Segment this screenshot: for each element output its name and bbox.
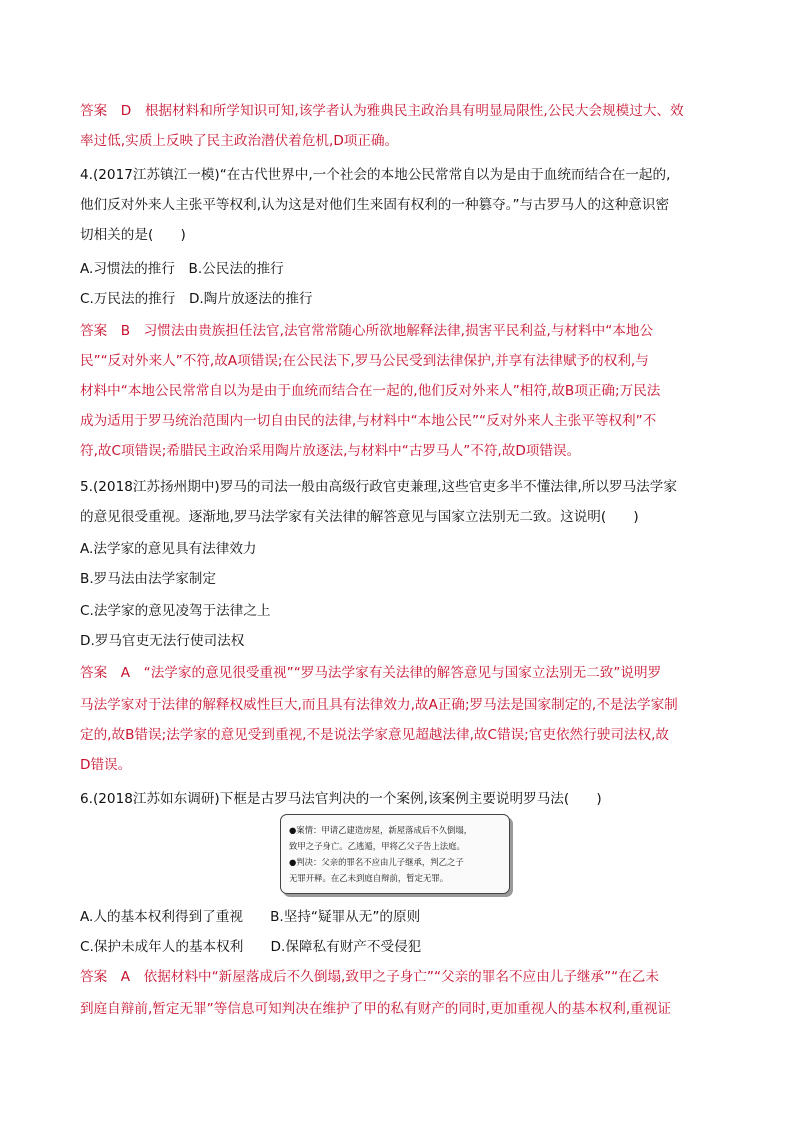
answer-5-line-3: 定的,故B错误;法学家的意见受到重视,不是说法学家意见超越法律,故C错误;官吏依然行驶司法权,故	[80, 727, 670, 743]
question-4-options-cd: C.万民法的推行 D.陶片放逐法的推行	[80, 291, 313, 307]
question-6-options-ab: A.人的基本权利得到了重视 B.坚持“疑罪从无”的原则	[80, 909, 421, 925]
answer-5-line-2: 马法学家对于法律的解释权威性巨大,而且具有法律效力,故A正确;罗马法是国家制定的,不是法学家制	[80, 697, 678, 713]
case-line-3: ●判决：父亲的罪名不应由儿子继承，判乙之子	[289, 857, 464, 867]
question-6-line-1: 6.(2018江苏如东调研)下框是古罗马法官判决的一个案例,该案例主要说明罗马法( )	[80, 791, 602, 807]
answer-6-line-2: 到庭自辩前,暂定无罪”等信息可知判决在维护了甲的私有财产的同时,更加重视人的基本权利,重视证	[80, 1001, 671, 1017]
question-5-option-a: A.法学家的意见具有法律效力	[80, 541, 257, 557]
case-line-1: ●案情：甲请乙建造房屋，新屋落成后不久倒塌，	[289, 825, 473, 835]
answer-3-line-1: 答案 D 根据材料和所学知识可知,该学者认为雅典民主政治具有明显局限性,公民大会规模过大、效	[80, 103, 684, 119]
question-5-line-1: 5.(2018江苏扬州期中)罗马的司法一般由高级行政官吏兼理,这些官吏多半不懂法律,所以罗马法学家	[80, 479, 677, 495]
answer-5-line-1: 答案 A “法学家的意见很受重视”“罗马法学家有关法律的解答意见与国家立法别无二致”说明罗	[80, 665, 662, 681]
case-box	[280, 814, 510, 894]
question-4-line-1: 4.(2017江苏镇江一模)“在古代世界中,一个社会的本地公民常常自以为是由于血统而结合在一起的,	[80, 167, 671, 183]
answer-3-line-2: 率过低,实质上反映了民主政治潜伏着危机,D项正确。	[80, 133, 399, 149]
answer-4-line-4: 成为适用于罗马统治范围内一切自由民的法律,与材料中“本地公民”“反对外来人主张平等权利”不	[80, 413, 657, 429]
answer-4-line-1: 答案 B 习惯法由贵族担任法官,法官常常随心所欲地解释法律,损害平民利益,与材料中“本地公	[80, 323, 654, 339]
question-5-option-c: C.法学家的意见凌驾于法律之上	[80, 603, 271, 619]
case-line-2: 致甲之子身亡。乙逃遁，甲将乙父子告上法庭。	[289, 841, 465, 851]
answer-4-line-3: 材料中“本地公民常常自以为是由于血统而结合在一起的,他们反对外来人”相符,故B项正确;万民法	[80, 383, 661, 399]
answer-5-line-4: D错误。	[80, 757, 132, 773]
answer-4-line-2: 民”“反对外来人”不符,故A项错误;在公民法下,罗马公民受到法律保护,并享有法律赋予的权利,与	[80, 353, 649, 369]
question-5-option-d: D.罗马官吏无法行使司法权	[80, 633, 245, 649]
answer-4-line-5: 符,故C项错误;希腊民主政治采用陶片放逐法,与材料中“古罗马人”不符,故D项错误。	[80, 443, 581, 459]
question-6-options-cd: C.保护未成年人的基本权利 D.保障私有财产不受侵犯	[80, 939, 422, 955]
question-4-line-3: 切相关的是( )	[80, 227, 186, 243]
question-4-options-ab: A.习惯法的推行 B.公民法的推行	[80, 261, 284, 277]
question-4-line-2: 他们反对外来人主张平等权利,认为这是对他们生来固有权利的一种篡夺。”与古罗马人的这种意识密	[80, 197, 670, 213]
question-5-line-2: 的意见很受重视。逐渐地,罗马法学家有关法律的解答意见与国家立法别无二致。这说明( )	[80, 509, 639, 525]
answer-6-line-1: 答案 A 依据材料中“新屋落成后不久倒塌,致甲之子身亡”“父亲的罪名不应由儿子继承”“在乙未	[80, 969, 659, 985]
case-line-4: 无罪开释。在乙未到庭自辩前，暂定无罪。	[289, 873, 449, 883]
question-5-option-b: B.罗马法由法学家制定	[80, 571, 216, 587]
